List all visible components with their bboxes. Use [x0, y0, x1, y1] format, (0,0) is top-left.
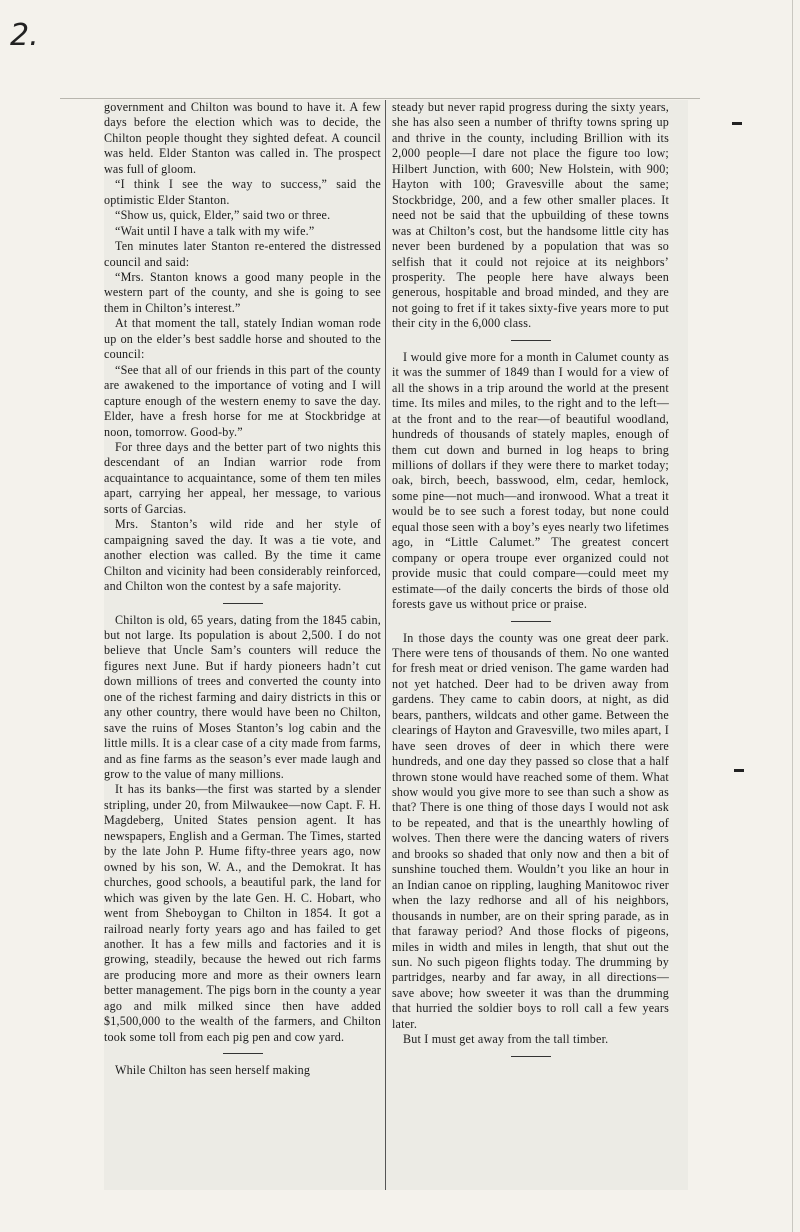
handwritten-page-number: 2. [10, 18, 39, 53]
paragraph: “Mrs. Stanton knows a good many people in the western part of the county, and she is going to see them in Chilton’s interest.” [104, 269, 381, 315]
section-divider [223, 1053, 263, 1054]
section-divider [511, 1056, 551, 1057]
left-column [104, 100, 381, 1180]
paragraph: It has its banks—the first was started by a slender stripling, under 20, from Milwaukee—now Capt. F. H. Magdeberg, United States pension agent. It has newspapers, English and a German. The Times, started by the late John P. Hume fifty-three years ago, now owned by his son, W. A., and the Demokrat. It has churches, good schools, a beautiful park, the land for which was given by the late Gen. H. C. Hobart, who went from Sheboygan to Chilton in 1854. It got a railroad nearly forty years ago and has failed to get another. It has a few mills and factories and it is growing, steadily, because the hewed out rich farms are producing more and more as their owners learn better management. The pigs born in the county a year ago and milk milked since then have added $1,500,000 to the wealth of the farmers, and Chilton took some toll from each pig pen and cow yard. [104, 782, 381, 1044]
section-divider [223, 603, 263, 604]
paragraph: Ten minutes later Stanton re-entered the distressed council and said: [104, 239, 381, 269]
paragraph: “See that all of our friends in this part of the county are awakened to the importance of voting and I will capture enough of the western enemy to save the day. Elder, have a fresh horse for me at Stockbridge at noon, tomorrow. Good-by.” [104, 362, 381, 439]
margin-mark [734, 769, 744, 772]
paragraph: For three days and the better part of two nights this descendant of an Indian warrior rode from acquaintance to acquaintance, some of them ten miles apart, carrying her appeal, her message, to various sorts of Garcias. [104, 439, 381, 516]
right-column [392, 100, 669, 1160]
paragraph: “I think I see the way to success,” said the optimistic Elder Stanton. [104, 177, 381, 207]
newspaper-clipping [104, 100, 688, 1190]
paragraph: While Chilton has seen herself making [115, 1063, 311, 1078]
paragraph: Chilton is old, 65 years, dating from the 1845 cabin, but not large. Its population is about 2,500. I do not believe that Uncle Sam’s counters will reduce the figures next June. But if hardy pioneers hadn’t cut down millions of trees and converted the county into one of the richest farming and dairy districts in this or any other country, there would have been no Chilton, save the ruins of Moses Stanton’s log cabin and the little mills. It is a clear case of a city made from farms, and as fine farms as the season’s ever made laugh and grow to the value of many millions. [104, 612, 381, 782]
margin-mark [732, 122, 742, 125]
paragraph: “Show us, quick, Elder,” said two or three. [115, 208, 331, 223]
paragraph: I would give more for a month in Calumet county as it was the summer of 1849 than I would for a view of all the shows in a trip around the world at the present time. Its miles and miles, to the right and to the left—at the front and to the rear—of beautiful woodland, hundreds of thousands of stately maples, enough of them cut down and burned in log heaps to bring millions of dollars if they were there to market today; oak, birch, beech, basswood, elm, cedar, hemlock, some pine—not much—and ironwood. What a treat it would be to see such a forest today, but none could equal those seen with a boy’s eyes nearly two lifetimes ago, in “Little Calumet.” The greatest concert company or opera troupe ever organized could not provide music that could compare—could meet my estimate—of the daily concerts the birds of those old forests gave us without price or praise. [392, 349, 669, 612]
clipping-top-edge [60, 98, 700, 99]
section-divider [511, 621, 551, 622]
column-divider [385, 100, 386, 1190]
paragraph: Mrs. Stanton’s wild ride and her style of campaigning saved the day. It was a tie vote, and another election was called. By the time it came Chilton and vicinity had been considerably reinforced, and Chilton won the contest by a safe majority. [104, 517, 381, 594]
paragraph: “Wait until I have a talk with my wife.” [115, 223, 315, 238]
paragraph: At that moment the tall, stately Indian woman rode up on the elder’s best saddle horse and shouted to the council: [104, 316, 381, 362]
paragraph: steady but never rapid progress during the sixty years, she has also seen a number of thrifty towns spring up and thrive in the county, including Brillion with its 2,000 people—I dare not place the figure too low; Hilbert Junction, with 600; New Holstein, with 900; Hayton with 100; Gravesville about the same; Stockbridge, 200, and a few other smaller places. It need not be said that the upbuilding of these towns was at Chilton’s cost, but the handsome little city has never been burdened by a population that was so selfish that it could not rejoice at its neighbors’ prosperity. The people here have always been generous, hospitable and broad minded, and they are not going to fret if it takes sixty-five years more to put their city in the 6,000 class. [392, 100, 669, 331]
scan-edge-line [792, 0, 793, 1232]
paragraph: government and Chilton was bound to have it. A few days before the election which was to decide, the Chilton people thought they sighted defeat. A council was held. Elder Stanton was called in. The prospect was full of gloom. [104, 100, 381, 176]
paragraph: But I must get away from the tall timber. [403, 1032, 609, 1047]
paragraph: In those days the county was one great deer park. There were tens of thousands of them. No one wanted for fresh meat or dried venison. The game warden had not yet hatched. Deer had to be driven away from gardens. They came to cabin doors, at night, as did bears, panthers, wildcats and other game. Between the clearings of Hayton and Gravesville, two miles apart, I have seen droves of deer in which there were hundreds, and one day they passed so close that a half thrown stone would have reached some of them. What show would you give more to see than such a show as that? There is one thing of those days I would not ask to be repeated, and that is the unearthly howling of wolves. Then there were the dancing waters of rivers and brooks so shaded that only now and then a bit of sunshine touched them. Wouldn’t you like an hour in an Indian canoe on rippling, laughing Manitowoc river when the lazy redhorse and all of his neighbors, thousands in number, are on their spring parade, as in that faraway period? And those flocks of pigeons, miles in width and miles in length, that shut out the sun. No such pigeon flights today. The drumming by partridges, nearby and far away, in all directions—save above; how sweeter it was than the drumming that hurried the soldier boys to roll call a few years later. [392, 630, 669, 1031]
section-divider [511, 340, 551, 341]
